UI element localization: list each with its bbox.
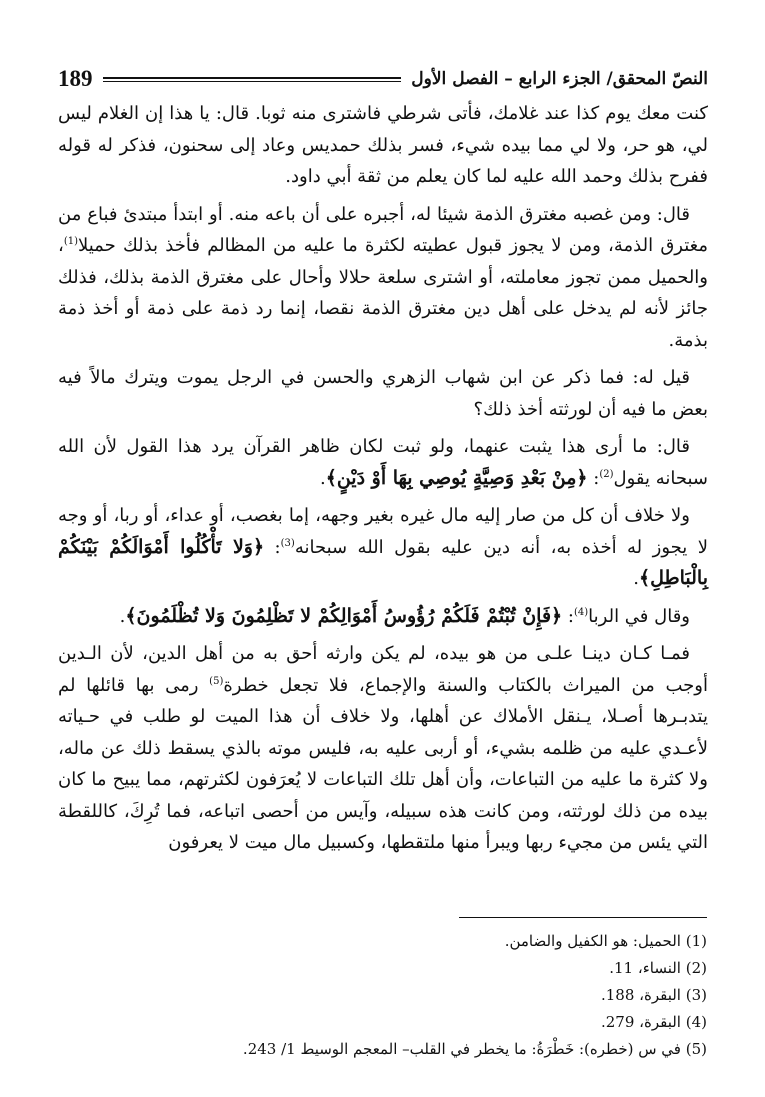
footnote: (2) النساء، 11. — [609, 959, 707, 977]
paragraph-text: . — [319, 467, 326, 489]
paragraph-text: . — [119, 605, 126, 627]
paragraph-text: . — [633, 568, 639, 589]
footnote: (5) في س (خطره): خَطْرَةُ: ما يخطر في القلب– المعجم الوسيط 1/ 243. — [242, 1040, 707, 1058]
paragraph-text: وقال في الربا — [588, 605, 690, 627]
footnotes — [67, 928, 707, 1063]
paragraph-text: : — [562, 605, 574, 627]
header-title: النصّ المحقق/ الجزء الرابع – الفصل الأول — [411, 69, 708, 89]
quran-verse: ﴿وَلا تَأْكُلُوا أَمْوَالَكُمْ بَيْنَكُمْ بِالْبَاطِلِ﴾ — [58, 535, 708, 589]
footnote-ref: (3) — [280, 537, 295, 549]
paragraph — [58, 431, 708, 494]
footnote-ref: (1) — [63, 236, 78, 247]
footnote-separator — [459, 917, 707, 918]
footnote-ref: (2) — [599, 468, 614, 480]
footnote: (4) البقرة، 279. — [600, 1013, 707, 1031]
paragraph — [58, 199, 708, 357]
page-number: 189 — [58, 66, 93, 91]
quran-verse: ﴿فَإِنْ تُبْتُمْ فَلَكُمْ رُؤُوسُ أَمْوَالِكُمْ لا تَظْلِمُونَ وَلا تُظْلَمُونَ﴾ — [125, 604, 563, 627]
running-header — [58, 62, 708, 96]
paragraph-text: رمى بها قائلها لم يتدبـرها أصـلا، يـنقل الأملاك عن أهلها، ولا خلاف أن هذا الميت لو طلب في حـياته لأعـدي عليه من ظلمه بشيء، أو أربى عليه به، فليس موته بالذي يسقط ذلك عن ماله، ولا كثرة ما عليه من التباعات، وأن أهل تلك التباعات لا يُعرَفون لكثرتهم، مما يبيح ما كان بيده من ذلك لورثته، ومن كانت هذه سبيله، وآيس من أحصى اتباعه، فما تُرِكَ، كاللقطة التي يئس من مجيء ربها ويبرأ منها ملتقطها، وكسبيل مال ميت لا يعرفون — [58, 674, 708, 853]
paragraph-text: ولا خلاف أن كل من صار إليه مال غيره بغير وجهه، إما بغصب، أو عداء، أو ربا، أو وجه لا يجوز له أخذه به، أنه دين عليه بقول الله سبحانه — [58, 505, 708, 558]
paragraph — [58, 500, 708, 595]
paragraph-text: قال: ما أرى هذا يثبت عنهما، ولو ثبت لكان ظاهر القرآن يرد هذا القول لأن الله سبحانه يقول — [58, 436, 708, 489]
paragraph-text: فمـا كـان دينـا علـى من هو بيده، لم يكن وارثه أحق به من أهل الدين، لأن الـدين أوجب من الميراث بالكتاب والسنة والإجماع، فلا تجعل خطرة — [58, 643, 708, 696]
paragraph-text: كنت معك يوم كذا عند غلامك، فأتى شرطي فاشترى منه ثوبا. قال: يا هذا إن الغلام ليس لي، هو حر، ولا لي مما بيده شيء، فسر بذلك حمديس وعاد إلى سحنون، فذكر له قوله ففرح بذلك وحمد الله عليه لما كان يعلم من ثقة أبي داود. — [58, 103, 708, 187]
paragraph-text: : — [264, 536, 281, 558]
quran-verse: ﴿مِنْ بَعْدِ وَصِيَّةٍ يُوصِي بِهَا أَوْ دَيْنٍ﴾ — [325, 466, 588, 489]
paragraph-text: ، والحميل ممن تجوز معاملته، أو اشترى سلعة حلالا وأحال على مغترق الذمة بذلك، فذلك جائز لأنه لم يدخل على أهل دين مغترق الذمة نقصا، إنما رد ذمة على ذمة أو أخذ ذمة بذمة. — [58, 235, 708, 351]
footnote-ref: (5) — [209, 675, 224, 687]
footnote: (3) البقرة، 188. — [600, 986, 707, 1004]
footnote-ref: (4) — [573, 606, 589, 618]
paragraph — [58, 98, 708, 193]
paragraph — [58, 638, 708, 859]
paragraph — [58, 601, 708, 633]
footnote: (1) الحميل: هو الكفيل والضامن. — [504, 932, 707, 950]
paragraph — [58, 362, 708, 425]
paragraph-text: قال: ومن غصبه مغترق الذمة شيئا له، أجبره على أن باعه منه. أو ابتدأ مبتدئ فباع من مغترق الذمة، ومن لا يجوز قبول عطيته لكثرة ما عليه من المظالم فأخذ بذلك حميلا — [58, 203, 708, 256]
header-rule — [103, 77, 402, 82]
paragraph-text: : — [587, 467, 600, 489]
body-text — [58, 98, 708, 865]
paragraph-text: قيل له: فما ذكر عن ابن شهاب الزهري والحسن في الرجل يموت ويترك مالاً فيه بعض ما فيه أن لورثته أخذ ذلك؟ — [58, 367, 708, 420]
